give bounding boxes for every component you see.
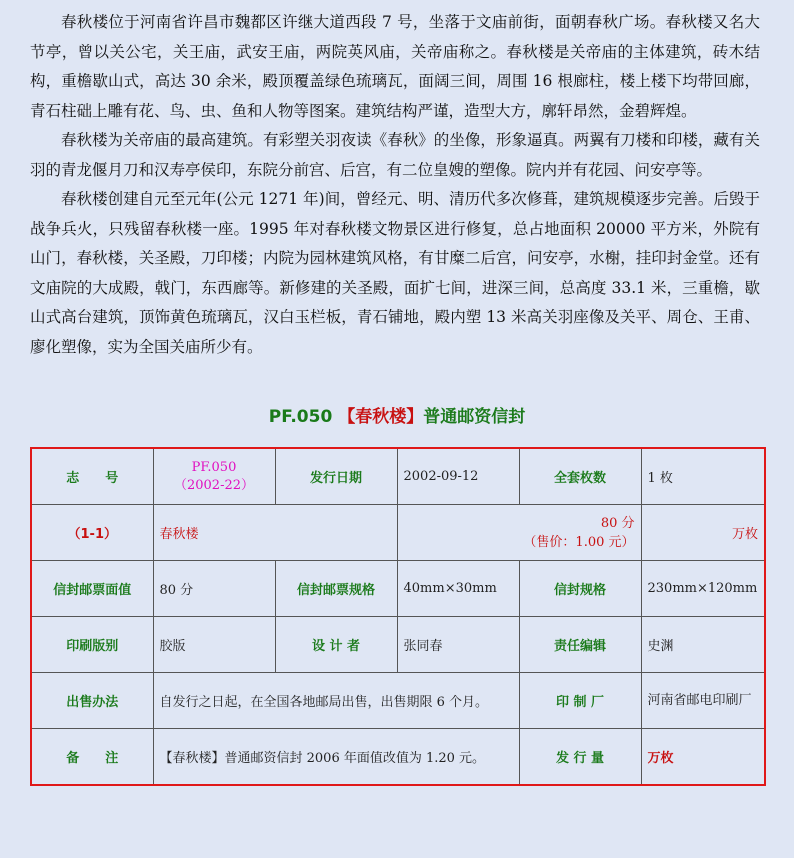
title-code: PF.050 bbox=[268, 407, 333, 427]
table-row bbox=[31, 617, 765, 673]
label-envelope-size: 信封规格 bbox=[519, 561, 641, 617]
item-quantity: 万枚 bbox=[641, 505, 765, 561]
table-row bbox=[31, 561, 765, 617]
serial-value bbox=[153, 448, 275, 505]
remarks-value: 【春秋楼】普通邮资信封 2006 年面值改值为 1.20 元。 bbox=[153, 729, 519, 786]
label-stamp-size: 信封邮票规格 bbox=[275, 561, 397, 617]
title-name: 【春秋楼】 bbox=[338, 407, 424, 427]
table-row bbox=[31, 673, 765, 729]
printer-value: 河南省邮电印刷厂 bbox=[641, 673, 765, 729]
label-remarks: 备 注 bbox=[31, 729, 153, 786]
stamp-size-value: 40mm×30mm bbox=[397, 561, 519, 617]
label-printer: 印 制 厂 bbox=[519, 673, 641, 729]
designer-value: 张同春 bbox=[397, 617, 519, 673]
label-item-number: （1-1） bbox=[31, 505, 153, 561]
table-row bbox=[31, 729, 765, 786]
label-issue-quantity: 发 行 量 bbox=[519, 729, 641, 786]
print-type-value: 胶版 bbox=[153, 617, 275, 673]
table-row bbox=[31, 448, 765, 505]
label-face-value: 信封邮票面值 bbox=[31, 561, 153, 617]
label-print-type: 印刷版别 bbox=[31, 617, 153, 673]
editor-value: 史渊 bbox=[641, 617, 765, 673]
article-paragraph: 春秋楼创建自元至元年(公元 1271 年)间，曾经元、明、清历代多次修葺，建筑规模逐步完善。后毁于战争兵火，只残留春秋楼一座。1995 年对春秋楼文物景区进行修复，总占地面积 20000 平方米，外院有山门，春秋楼，关圣殿，刀印楼；内院为园林建筑风格，有甘糜二后宫，问安亭，水榭，挂印封金堂。还有文庙院的大成殿，戟门，东西廊等。新修建的关圣殿，面扩七间，进深三间，总高度 33.1 米，三重檐，歇山式高台建筑，顶饰黄色琉璃瓦，汉白玉栏板，青石铺地，殿内塑 13 米高关羽座像及关平、周仓、王甫、廖化塑像，实为全国关庙所少有。 bbox=[30, 190, 760, 356]
envelope-size-value: 230mm×120mm bbox=[641, 561, 765, 617]
label-editor: 责任编辑 bbox=[519, 617, 641, 673]
serial-code: PF.050 bbox=[191, 459, 237, 475]
issue-quantity-value: 万枚 bbox=[641, 729, 765, 786]
item-price bbox=[397, 505, 641, 561]
article-paragraph: 春秋楼为关帝庙的最高建筑。有彩塑关羽夜读《春秋》的坐像，形象逼真。两翼有刀楼和印楼，藏有关羽的青龙偃月刀和汉寿亭侯印，东院分前宫、后宫，有二位皇嫂的塑像。院内并有花园、问安亭等。 bbox=[30, 131, 760, 179]
label-sale-method: 出售办法 bbox=[31, 673, 153, 729]
label-set-count: 全套枚数 bbox=[519, 448, 641, 505]
article-paragraph: 春秋楼位于河南省许昌市魏都区许继大道西段 7 号，坐落于文庙前街，面朝春秋广场。春秋楼又名大节亭，曾以关公宅，关王庙，武安王庙，两院英风庙，关帝庙称之。春秋楼是关帝庙的主体建筑，砖木结构，重檐歇山式，高达 30 余米，殿顶覆盖绿色琉璃瓦，面阔三间，周围 16 根廊柱，楼上楼下均带回廊，青石柱础上雕有花、鸟、虫、鱼和人物等图案。建筑结构严谨，造型大方，廓轩昂然，金碧辉煌。 bbox=[30, 13, 760, 120]
set-count-value: 1 枚 bbox=[641, 448, 765, 505]
label-designer: 设 计 者 bbox=[275, 617, 397, 673]
article-body bbox=[30, 8, 760, 362]
stamp-info-table bbox=[30, 447, 766, 786]
face-value: 80 分 bbox=[153, 561, 275, 617]
label-serial: 志 号 bbox=[31, 448, 153, 505]
serial-year: （2002-22） bbox=[173, 477, 255, 493]
item-name: 春秋楼 bbox=[153, 505, 397, 561]
label-issue-date: 发行日期 bbox=[275, 448, 397, 505]
page-title bbox=[0, 402, 794, 427]
item-sale-price: （售价：1.00 元） bbox=[523, 534, 635, 550]
sale-method-value: 自发行之日起，在全国各地邮局出售，出售期限 6 个月。 bbox=[153, 673, 519, 729]
issue-date-value: 2002-09-12 bbox=[397, 448, 519, 505]
table-row bbox=[31, 505, 765, 561]
title-rest: 普通邮资信封 bbox=[423, 407, 526, 427]
item-face-value: 80 分 bbox=[600, 515, 635, 531]
